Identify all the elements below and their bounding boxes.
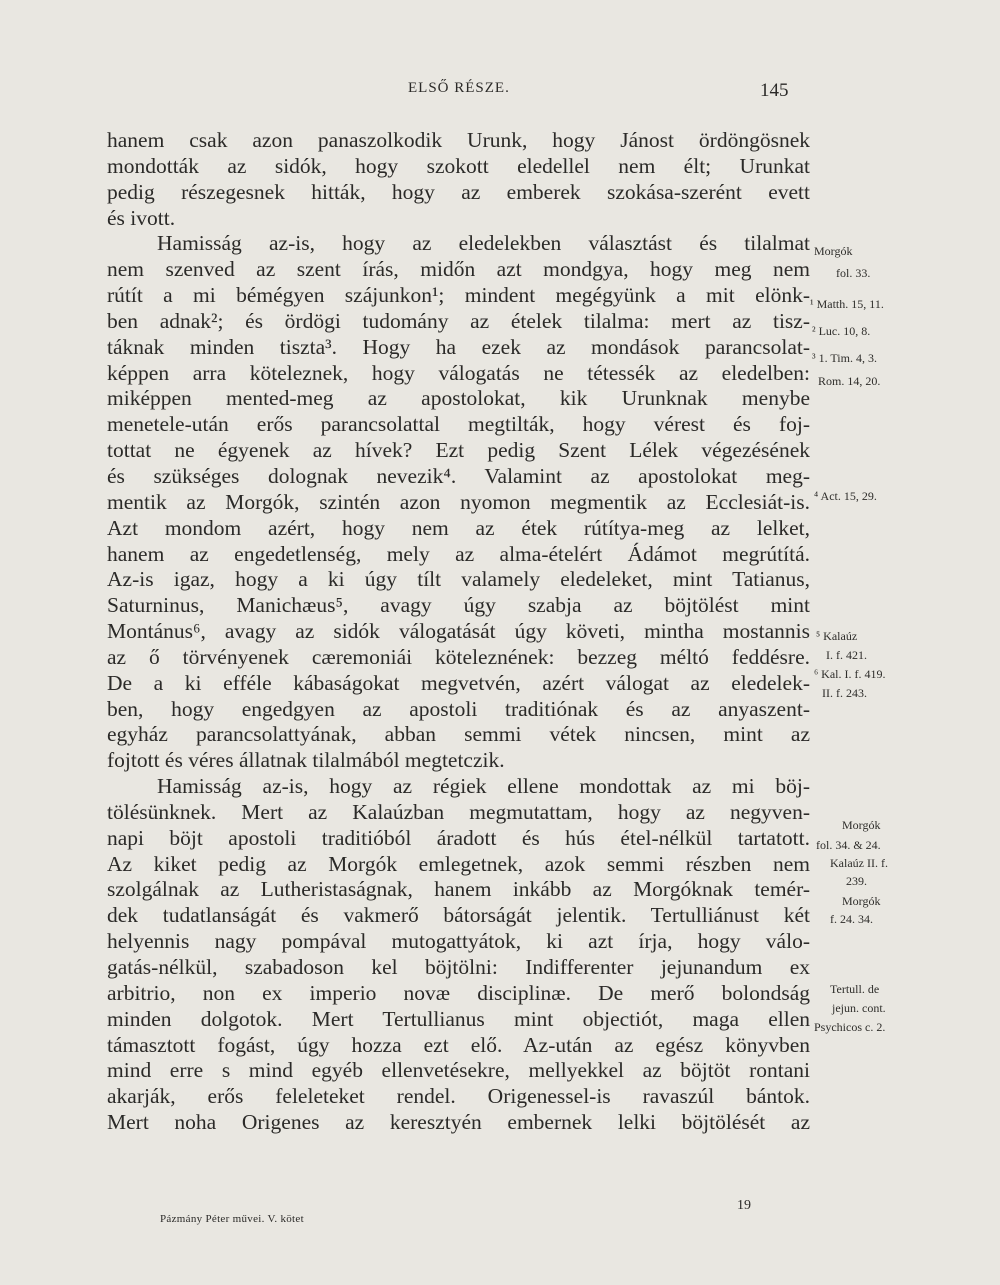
margin-note: ³ 1. Tim. 4, 3.	[812, 351, 877, 365]
text-line: miképpen mented-meg az apostolokat, kik Urunknak menybe	[107, 386, 810, 411]
margin-note: Kalaúz II. f.	[830, 856, 888, 870]
margin-note: ⁶ Kal. I. f. 419.	[814, 667, 886, 681]
text-line: ben adnak²; és ördögi tudomány az ételek tilalma: mert az tisz-	[107, 308, 810, 333]
text-line: egyház parancsolattyának, abban semmi vétek nincsen, mint az	[107, 722, 810, 747]
text-line: Azt mondom azért, hogy nem az étek rútítya-meg az lelket,	[107, 515, 810, 540]
text-line: tottat ne égyenek az hívek? Ezt pedig Szent Lélek végezésének	[107, 438, 810, 463]
text-line: rútít a mi bémégyen szájunkon¹; mindent megégyünk a mit elönk-	[107, 283, 810, 308]
text-line: Az-is igaz, hogy a ki úgy tílt valamely eledeleket, mint Tatianus,	[107, 567, 810, 592]
text-line: helyennis nagy pompával mutogattyátok, ki azt írja, hogy válo-	[107, 929, 810, 954]
text-line: De a ki efféle kábaságokat megvetvén, azért válogat az eledelek-	[107, 670, 810, 695]
text-line: Mert noha Origenes az keresztyén embernek lelki böjtölését az	[107, 1110, 810, 1135]
margin-note: ² Luc. 10, 8.	[812, 324, 871, 338]
text-line: mondották az sidók, hogy szokott eledellel nem élt; Urunkat	[107, 153, 810, 178]
text-line: Hamisság az-is, hogy az régiek ellene mondottak az mi böj-	[157, 774, 810, 799]
text-line: fojtott és véres állatnak tilalmából megtetczik.	[107, 748, 505, 773]
text-line: képpen arra köteleznek, hogy válogatás ne tétessék az eledelben:	[107, 360, 810, 385]
text-line: tölésünknek. Mert az Kalaúzban megmutattam, hogy az negyven-	[107, 799, 810, 824]
text-line: az ő törvényenek cæremoniái köteleznének: bezzeg méltó feddésre.	[107, 644, 810, 669]
text-line: Montánus⁶, avagy az sidók válogatását úgy követi, mintha mostannis	[107, 619, 810, 644]
text-line: akarják, erős feleleteket rendel. Origenessel-is ravaszúl bántok.	[107, 1084, 810, 1109]
margin-note: 239.	[846, 874, 867, 888]
main-text	[107, 128, 810, 1136]
margin-note: I. f. 421.	[826, 648, 867, 662]
text-line: mind erre s mind egyéb ellenvetésekre, mellyekkel az böjtöt rontani	[107, 1058, 810, 1083]
text-line: szolgálnak az Lutheristaságnak, hanem inkább az Morgóknak temér-	[107, 877, 810, 902]
text-line: arbitrio, non ex imperio novæ disciplinæ. De merő bolondság	[107, 980, 810, 1005]
running-head: ELSŐ RÉSZE.	[408, 80, 510, 96]
text-line: táknak minden tiszta³. Hogy ha ezek az mondások parancsolat-	[107, 334, 810, 359]
text-line: Hamisság az-is, hogy az eledelekben választást és tilalmat	[157, 231, 810, 256]
text-line: Saturninus, Manichæus⁵, avagy úgy szabja az böjtölést mint	[107, 593, 810, 618]
margin-note: II. f. 243.	[822, 686, 867, 700]
text-line: hanem az engedetlenség, mely az alma-ételért Ádámot megrútítá.	[107, 541, 810, 566]
margin-note: Tertull. de	[830, 982, 880, 996]
margin-note: Psychicos c. 2.	[814, 1020, 886, 1034]
margin-note: Morgók	[842, 894, 881, 908]
text-line: nem szenved az szent írás, midőn azt mondgya, hogy meg nem	[107, 257, 810, 282]
text-line: ben, hogy engedgyen az apostoli traditiónak és az anyaszent-	[107, 696, 810, 721]
text-line: menetele-után erős parancsolattal megtilták, hogy vérest és foj-	[107, 412, 810, 437]
text-line: Az kiket pedig az Morgók emlegetnek, azok semmi részben nem	[107, 851, 810, 876]
text-line: dek tudatlanságát és vakmerő bátorságát jelentik. Tertulliánust két	[107, 903, 810, 928]
text-line: és ivott.	[107, 205, 176, 230]
margin-note: jejun. cont.	[832, 1001, 886, 1015]
text-line: támasztott fogást, úgy hozza ezt elő. Az-után az egész könyvben	[107, 1032, 810, 1057]
margin-note: Morgók	[814, 244, 853, 258]
text-line: és szükséges dolognak nevezik⁴. Valamint az apostolokat meg-	[107, 463, 810, 488]
text-line: hanem csak azon panaszolkodik Urunk, hogy Jánost ördöngösnek	[107, 128, 810, 152]
margin-note: ⁴ Act. 15, 29.	[814, 489, 877, 503]
text-line: minden dolgotok. Mert Tertullianus mint objectiót, maga ellen	[107, 1006, 810, 1031]
margin-note: fol. 33.	[836, 266, 871, 280]
margin-note: fol. 34. & 24.	[816, 838, 881, 852]
page-number: 145	[760, 80, 789, 101]
margin-note: ⁵ Kalaúz	[816, 629, 858, 643]
text-line: napi böjt apostoli traditióból áradott és hús étel-nélkül tartatott.	[107, 825, 810, 850]
text-line: gatás-nélkül, szabadoson kel böjtölni: Indifferenter jejunandum ex	[107, 955, 810, 979]
margin-note: f. 24. 34.	[830, 912, 873, 926]
signature-mark: 19	[737, 1198, 751, 1213]
margin-note: Rom. 14, 20.	[818, 374, 881, 388]
text-line: mentik az Morgók, szintén azon nyomon megmentik az Ecclesiát-is.	[107, 489, 810, 514]
footer-imprint: Pázmány Péter művei. V. kötet	[160, 1213, 304, 1225]
margin-note: Morgók	[842, 818, 881, 832]
margin-note: ¹ Matth. 15, 11.	[810, 297, 884, 311]
text-line: pedig részegesnek hitták, hogy az emberek szokása-szerént evett	[107, 179, 810, 204]
